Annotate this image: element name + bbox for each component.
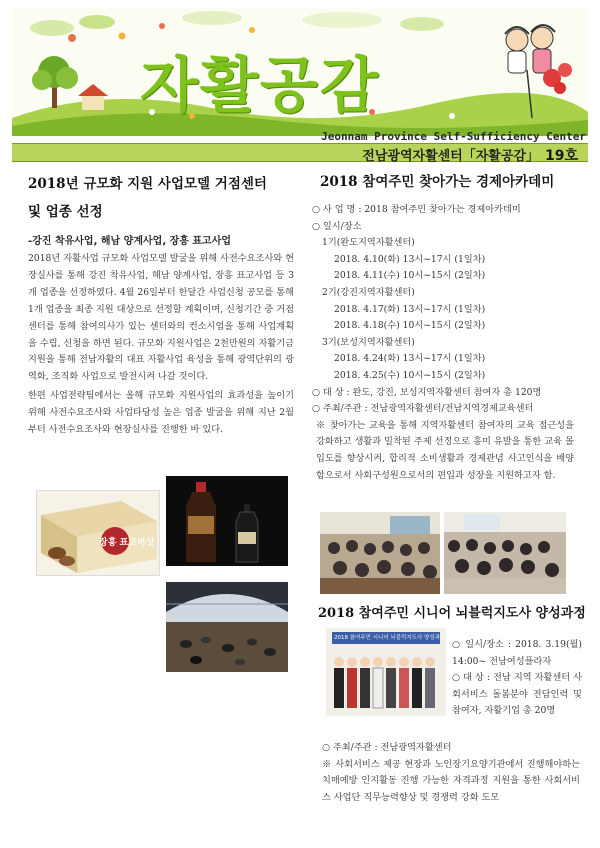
organizer-line: ○ 주최/주관 : 전남광역자활센터/전남지역경제교육센터: [312, 403, 534, 415]
right-article-title: 2018 참여주민 찾아가는 경제아카데미: [320, 174, 555, 190]
note-paragraph: ※ 사회서비스 제공 현장과 노인장기요양기관에서 진행해야하는 치매예방 인지활동 진행 가능한 자격과정 지원을 통한 사회서비스 사업단 직무능력향상 및 경쟁력 강화 도모: [322, 758, 580, 803]
detail-line: 3기(보성지역자활센터): [322, 336, 415, 348]
second-article-notes: [322, 740, 580, 806]
academy-photo-1: [320, 512, 440, 594]
issue-name: 전남광역자활센터「자활공감」: [362, 149, 539, 164]
detail-line: 1기(완도지역자활센터): [322, 237, 415, 249]
group-photo: [326, 628, 446, 716]
box-label: 장흥 표고버섯: [99, 538, 155, 548]
soy-bottles-photo: [166, 476, 288, 566]
article-title-line1: 2018년 규모화 지원 사업모델 거점센터: [28, 176, 267, 192]
issue-label: [362, 145, 578, 165]
target-line: ○ 대 상 : 완도, 강진, 보성지역자활센터 참여자 총 120명: [312, 386, 542, 398]
detail-line: 2018. 4.18(수) 10시~15시 (2일차): [334, 320, 486, 332]
mushroom-box-photo: [36, 490, 160, 576]
second-article-title: 2018 참여주민 시니어 뇌블럭지도사 양성과정: [318, 606, 586, 621]
detail-line: ○ 일시/장소: [312, 220, 362, 232]
left-article: [28, 170, 294, 439]
note-paragraph: ※ 찾아가는 교육을 통해 지역자활센터 참여자의 교육 접근성을 강화하고 생활과 밀착된 주제 선정으로 흥미 유발을 통한 교육 몰입도를 향상시켜, 합리적 소비생활과 경제관념 사고인식을 배양함으로서 사회구성원으로서의 편입과 성장을 지원하고자 함.: [316, 419, 574, 481]
detail-line: 2018. 4.25(수) 10시~15시 (2일차): [334, 369, 486, 381]
brand-title: 자활공감: [140, 51, 380, 121]
detail-line: 2018. 4.17(화) 13시~17시 (1일차): [334, 303, 486, 315]
right-article-details: [312, 202, 574, 484]
chicken-farm-photo: [166, 582, 288, 672]
detail-line: 2018. 4.10(화) 13시~17시 (1일차): [334, 253, 486, 265]
brand-subtitle: Jeonnam Province Self-Sufficiency Center: [321, 130, 586, 143]
article-paragraph-1: 2018년 자활사업 규모화 사업모델 발굴을 위해 사전수요조사와 현장실사를 통해 강진 착유사업, 해남 양계사업, 장흥 표고사업 등 3개 업종을 선정하였다. 4월 26일부터 한달간 사업신청 공모를 통해 1개 업종을 최종 지원 대상으로 선정할 계획이며, 신청기간 중 거점센터를 통해 참여의사가 있는 센터와의 컨소시엄을 통해 사업계획을 수립, 신청을 하면 된다. 규모화 지원사업은 2천만원의 자활기금 지원을 통해 전남자활의 대표 자활사업 육성을 통해 광역단위의 광역화, 조직화 사업으로 발전시켜 나갈 것이다.: [28, 253, 294, 383]
issue-bar: [12, 143, 588, 162]
article-paragraph-2: 한편 사업전략팀에서는 올해 규모화 지원사업의 효과성을 높이기 위해 사전수요조사와 사업타당성 높은 업종 발굴을 위해 지난 2월부터 사전수요조사와 현장실사를 진행한 바 있다.: [28, 390, 294, 436]
detail-line: ○ 사 업 명 : 2018 참여주민 찾아가는 경제아카데미: [312, 204, 521, 215]
header-banner: [12, 8, 588, 136]
detail-line: 2018. 4.11(수) 10시~15시 (2일차): [334, 270, 486, 282]
group-photo-banner: 2018 참여주민 시니어 뇌블럭지도사 양성과정: [334, 635, 446, 641]
second-article-details: [452, 637, 582, 720]
detail-line: 2018. 4.24(화) 13시~17시 (1일차): [334, 353, 486, 365]
right-article: [312, 170, 574, 484]
article-title-line2: 및 업종 선정: [28, 204, 103, 220]
article-subtitle: -강진 착유사업, 해남 양계사업, 장흥 표고사업: [28, 236, 232, 247]
target-line: ○ 대 상 : 전남 지역 자활센터 사회서비스 돌봄분야 전담인력 및참여자, 자활기업 총 20명: [452, 672, 582, 717]
issue-number: 19호: [544, 148, 578, 164]
schedule-line: ○ 일시/장소 : 2018. 3.19(월) 14:00~ 전남여성플라자: [452, 639, 582, 667]
organizer-line: ○ 주최/주관 : 전남광역자활센터: [322, 742, 452, 753]
academy-photo-2: [444, 512, 566, 594]
detail-line: 2기(강진지역자활센터): [322, 286, 415, 298]
